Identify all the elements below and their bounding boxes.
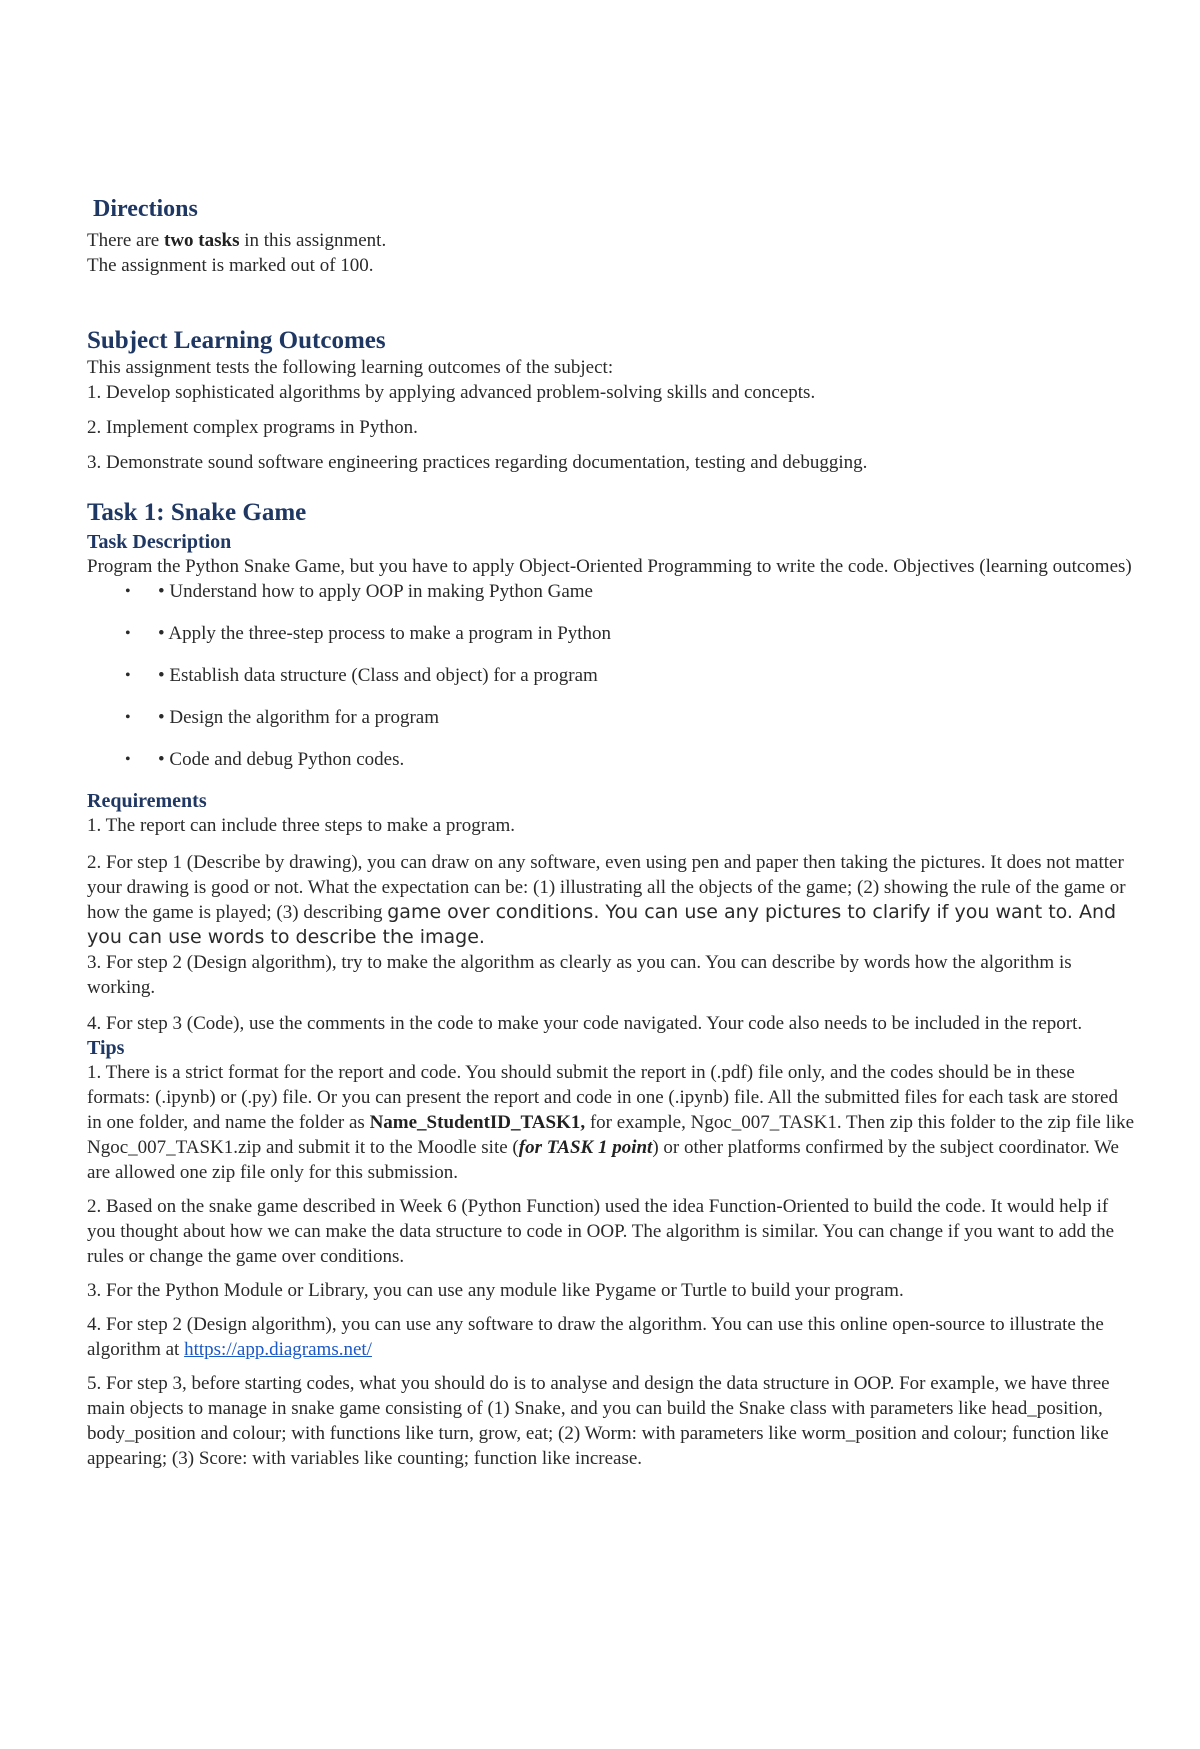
bullet-marker: •: [125, 751, 131, 768]
task-description-heading: Task Description: [87, 531, 232, 553]
requirement-3: 3. For step 2 (Design algorithm), try to make the algorithm as clearly as you can. You can describe by words how the algorithm is working.: [87, 952, 1072, 998]
tip-1-text-c: ) or other platforms confirmed by the subject coordinator. We are allowed one zip file only for this submission.: [87, 1137, 1119, 1183]
document-page: [87, 196, 1137, 1471]
directions-line-1-bold: two tasks: [164, 230, 240, 251]
tip-5: 5. For step 3, before starting codes, what you should do is to analyse and design the data structure in OOP. For example, we have three main objects to manage in snake game consisting of (1) Snake, and you can build the Snake class with parameters like head_position, body_position and colour; with functions like turn, grow, eat; (2) Worm: with parameters like worm_position and colour; function like appearing; (3) Score: with variables like counting; function like increase.: [87, 1373, 1110, 1469]
outcome-item-1: 1. Develop sophisticated algorithms by applying advanced problem-solving skills and concepts.: [87, 382, 816, 403]
requirement-2-tail: game over conditions. You can use any pictures to clarify if you want to. And you can use words to describe the image.: [87, 901, 1117, 948]
requirements-heading: Requirements: [87, 790, 207, 812]
objective-item: [87, 705, 1137, 730]
tip-4-text: 4. For step 2 (Design algorithm), you can use any software to draw the algorithm. You can use this online open-source to illustrate the algorithm at: [87, 1314, 1104, 1360]
outcome-item-3: 3. Demonstrate sound software engineering practices regarding documentation, testing and debugging.: [87, 452, 868, 473]
requirement-1: 1. The report can include three steps to make a program.: [87, 815, 516, 836]
directions-line-1-pre: There are: [87, 230, 164, 251]
task-description-text: Program the Python Snake Game, but you have to apply Object-Oriented Programming to write the code. Objectives (learning outcomes): [87, 556, 1132, 577]
objective-text: • Apply the three-step process to make a program in Python: [158, 623, 612, 644]
objectives-list: [87, 579, 1137, 772]
requirement-2-text: 2. For step 1 (Describe by drawing), you can draw on any software, even using pen and paper then taking the pictures. It does not matter your drawing is good or not. What the expectation can be: (1) illustrating all the objects of the game; (2) showing the rule of the game or how the game is played; (3) describing: [87, 852, 1126, 923]
tip-1-folder-name: Name_StudentID_TASK1,: [369, 1112, 586, 1133]
directions-heading: Directions: [93, 196, 198, 222]
bullet-marker: •: [125, 709, 131, 726]
bullet-marker: •: [125, 625, 131, 642]
requirement-4: 4. For step 3 (Code), use the comments in the code to make your code navigated. Your code also needs to be included in the report.: [87, 1013, 1083, 1034]
directions-line-2: The assignment is marked out of 100.: [87, 255, 374, 276]
requirement-2: [87, 850, 1137, 950]
tip-2: 2. Based on the snake game described in Week 6 (Python Function) used the idea Function-Oriented to build the code. It would help if you thought about how we can make the data structure to code in OOP. The algorithm is similar. You can change if you want to add the rules or change the game over conditions.: [87, 1196, 1115, 1267]
tip-1-task-point: for TASK 1 point: [518, 1137, 653, 1158]
tip-1-text-b: for example, Ngoc_007_TASK1. Then zip this folder to the zip file like Ngoc_007_TASK1.zip and submit it to the Moodle site (: [87, 1112, 1135, 1158]
directions-line-1: [87, 228, 1137, 253]
diagrams-link[interactable]: https://app.diagrams.net/: [184, 1339, 372, 1360]
tip-1-text-a: 1. There is a strict format for the report and code. You should submit the report in (.pdf) file only, and the codes should be in these formats: (.ipynb) or (.py) file. Or you can present the report and code in one (.ipynb) file. All the submitted files for each task are stored in one folder, and name the folder as: [87, 1062, 1118, 1133]
objective-item: [87, 621, 1137, 646]
objective-text: • Code and debug Python codes.: [158, 749, 405, 770]
objective-text: • Design the algorithm for a program: [158, 707, 440, 728]
objective-item: [87, 579, 1137, 604]
outcomes-heading: Subject Learning Outcomes: [87, 327, 386, 354]
bullet-marker: •: [125, 667, 131, 684]
outcomes-intro: This assignment tests the following learning outcomes of the subject:: [87, 357, 614, 378]
objective-text: • Establish data structure (Class and object) for a program: [158, 665, 598, 686]
tip-3: 3. For the Python Module or Library, you can use any module like Pygame or Turtle to build your program.: [87, 1280, 904, 1301]
objective-item: [87, 747, 1137, 772]
objective-item: [87, 663, 1137, 688]
tip-4: [87, 1312, 1137, 1362]
tip-1: [87, 1060, 1137, 1185]
objective-text: • Understand how to apply OOP in making Python Game: [158, 581, 593, 602]
tips-heading: Tips: [87, 1037, 125, 1059]
outcome-item-2: 2. Implement complex programs in Python.: [87, 417, 418, 438]
directions-line-1-post: in this assignment.: [239, 230, 387, 251]
task1-heading: Task 1: Snake Game: [87, 499, 307, 526]
bullet-marker: •: [125, 583, 131, 600]
